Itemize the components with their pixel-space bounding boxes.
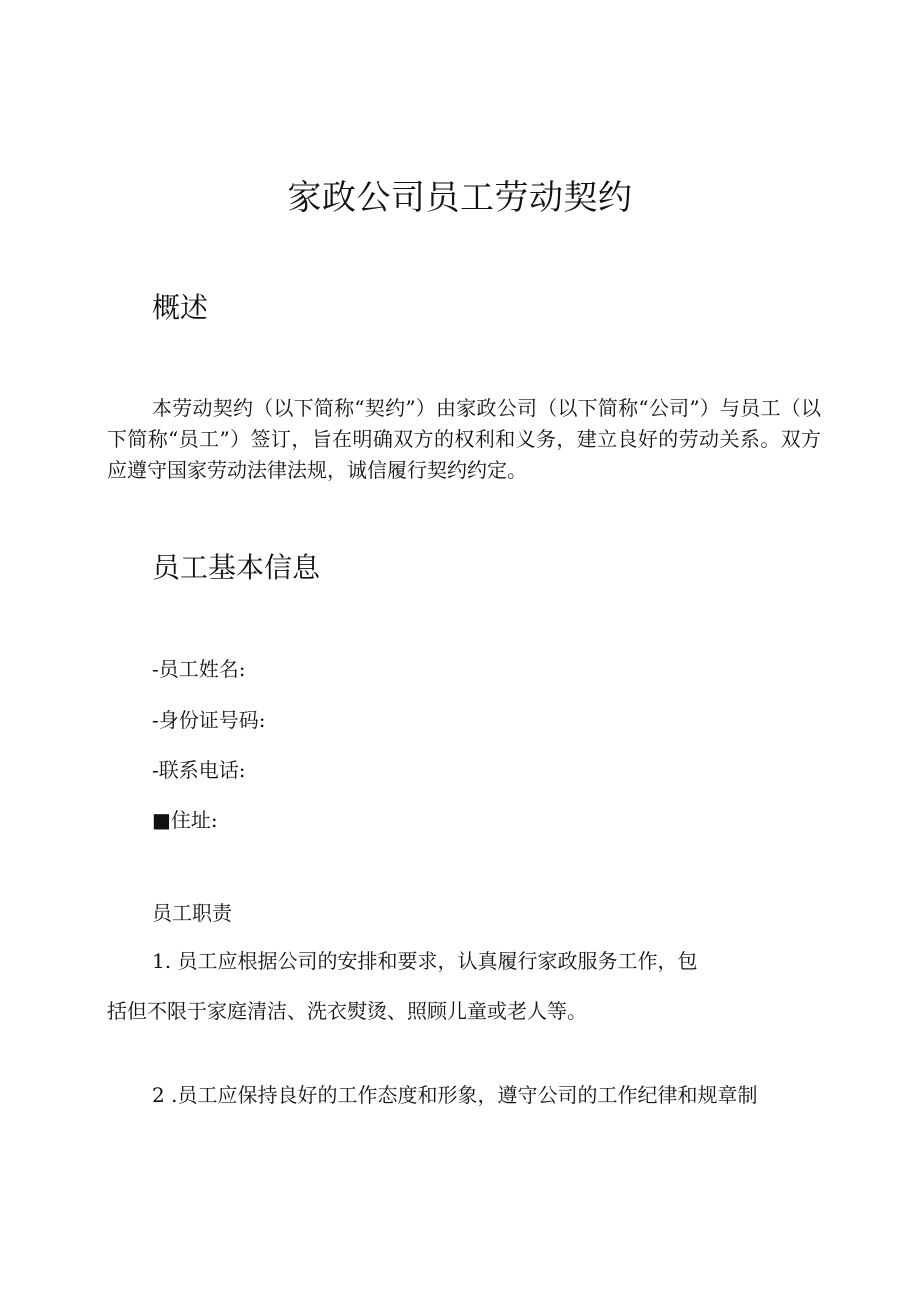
duty-1-line-2: 括但不限于家庭清洁、洗衣熨烫、照顾儿童或老人等。 [107,999,587,1023]
phone-field: -联系电话: [152,758,246,782]
address-field: ■住址: [152,808,218,832]
overview-paragraph: 本劳动契约（以下简称“契约”）由家政公司（以下简称“公司”）与员工（以下简称“员工”）签订，旨在明确双方的权利和义务，建立良好的劳动关系。双方应遵守国家劳动法律法规，诚信履行契约约定。 [107,396,821,482]
employee-name-field: -员工姓名: [152,657,246,681]
duty-2-line-1: 2 .员工应保持良好的工作态度和形象，遵守公司的工作纪律和规章制 [152,1083,758,1107]
document-title: 家政公司员工劳动契约 [287,178,633,218]
duties-heading: 员工职责 [152,901,232,925]
employee-info-heading: 员工基本信息 [152,551,321,584]
id-number-field: -身份证号码: [152,708,266,732]
overview-heading: 概述 [152,291,209,324]
duty-1-line-1: 1. 员工应根据公司的安排和要求，认真履行家政服务工作，包 [152,949,698,973]
